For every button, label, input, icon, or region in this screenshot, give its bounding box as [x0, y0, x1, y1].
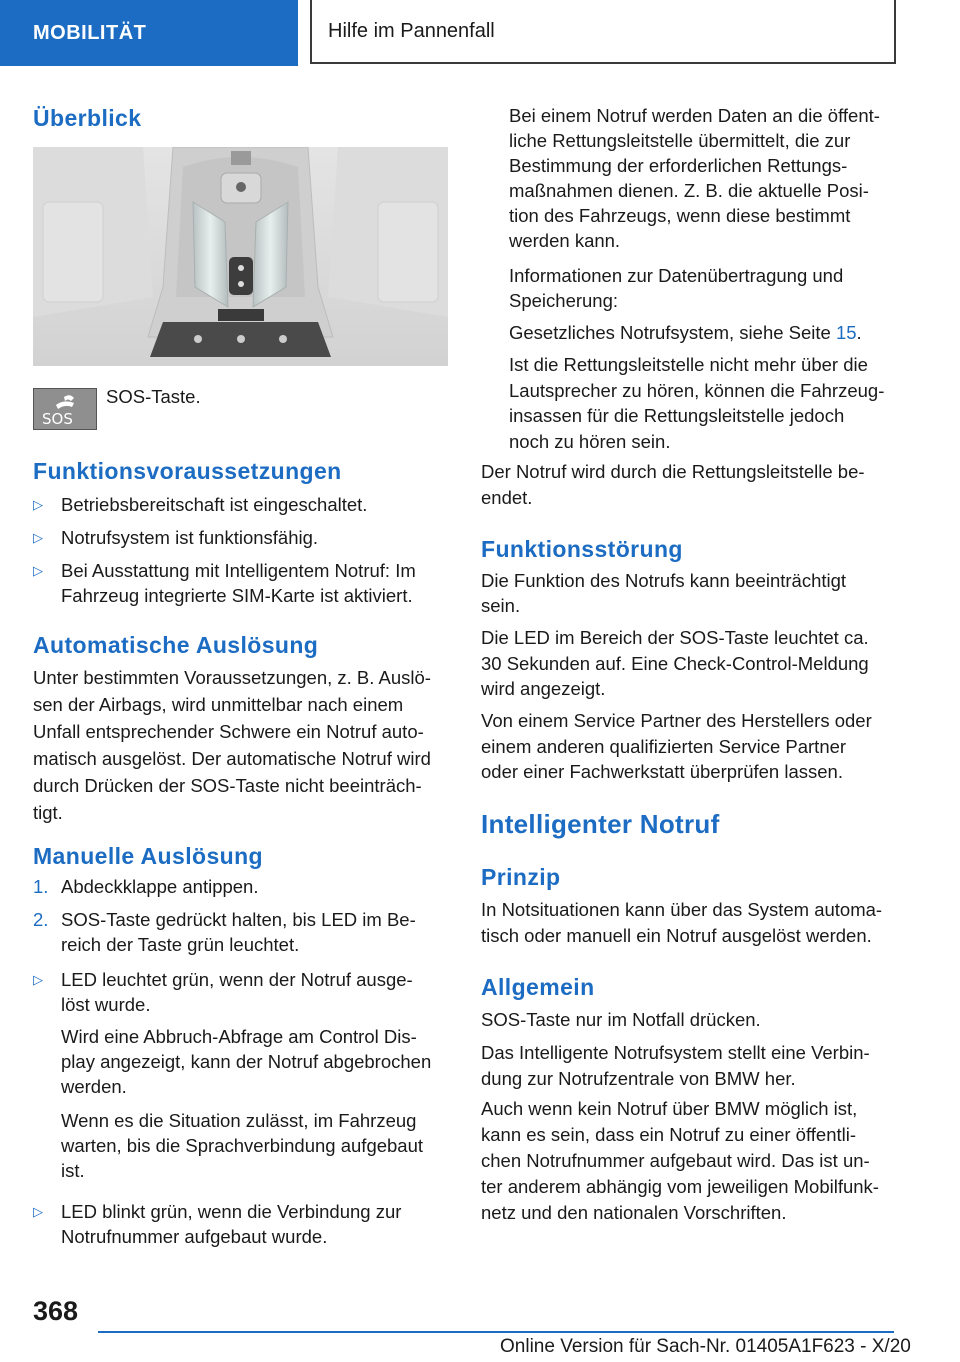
list-item: ▷ Bei Ausstattung mit Intelligentem Notruf: Im Fahrzeug integrierte SIM-Karte ist aktiviert. — [33, 560, 416, 606]
prereq-heading: Funktionsvoraussetzungen — [33, 458, 342, 484]
principle-heading: Prinzip — [481, 864, 561, 890]
roof-console-photo — [33, 147, 448, 366]
section-tab — [0, 0, 298, 66]
auto-paragraph: Unter bestimmten Voraussetzungen, z. B. Auslö- sen der Airbags, wird unmittelbar nach einem Unfall entsprechender Schwere ein Notruf auto- matisch ausgelöst. Der automatische Notruf wird durch Drücken der SOS-Taste nicht beeinträch- tigt. — [33, 667, 431, 823]
list-item: 1. Abdeckklappe antippen. — [33, 876, 259, 897]
triangle-bullet-icon: ▷ — [33, 1204, 43, 1219]
triangle-bullet-icon: ▷ — [33, 563, 43, 578]
manual-steps — [33, 874, 453, 1259]
list-item: ▷ LED blinkt grün, wenn die Verbindung zur Notrufnummer aufgebaut wurde. — [33, 1201, 402, 1247]
chapter-title: Hilfe im Pannenfall — [328, 19, 495, 42]
principle-paragraph: In Notsituationen kann über das System automa- tisch oder manuell ein Notruf ausgelöst werden. — [481, 899, 883, 946]
service-paragraph: Von einem Service Partner des Herstellers oder einem anderen qualifizierten Service Partner oder einer Fachwerkstatt überprüfen lassen. — [481, 710, 872, 782]
led-paragraph: Die LED im Bereich der SOS-Taste leuchtet ca. 30 Sekunden auf. Eine Check-Control-Meldung wird angezeigt. — [481, 627, 869, 699]
triangle-bullet-icon: ▷ — [33, 972, 43, 987]
list-item: ▷ Notrufsystem ist funktionsfähig. — [33, 525, 453, 558]
footer-version: Online Version für Sach-Nr. 01405A1F623 - X/20 — [500, 1336, 911, 1357]
ref-paragraph: Gesetzliches Notrufsystem, siehe Seite 15. — [509, 322, 862, 343]
general-heading: Allgemein — [481, 974, 595, 1000]
intel-heading: Intelligenter Notruf — [481, 809, 720, 839]
roof-console-illustration — [33, 147, 448, 366]
page-ref-link[interactable]: 15 — [835, 322, 857, 343]
manual-heading: Manuelle Auslösung — [33, 843, 263, 869]
list-item: Wird eine Abbruch-Abfrage am Control Dis- play angezeigt, kann der Notruf abgebrochen werden. — [61, 1026, 432, 1097]
list-item: ▷ LED leuchtet grün, wenn der Notruf ausge- löst wurde. — [33, 969, 413, 1015]
section-title: MOBILITÄT — [33, 21, 147, 44]
sos-icon-text: SOS — [42, 410, 73, 428]
data-paragraph: Bei einem Notruf werden Daten an die öffent- liche Rettungsleitstelle übermittelt, die zur Bestimmung der erforderlichen Rettungs- maßnahmen dienen. Z. B. die aktuelle Posi- tion des Fahrzeugs, wenn diese bestimmt werden kann. — [509, 105, 880, 251]
connection-paragraph: Das Intelligente Notrufsystem stellt eine Verbin- dung zur Notrufzentrale von BMW her. — [481, 1042, 870, 1089]
public-paragraph: Auch wenn kein Notruf über BMW möglich ist, kann es sein, dass ein Notruf zu einer öffentli- chen Notrufnummer aufgebaut wird. Das ist un- ter anderem abhängig vom jeweiligen Mobilfunk- netz und den nationalen Vorschriften. — [481, 1098, 879, 1223]
chapter-tab — [310, 0, 896, 64]
triangle-bullet-icon: ▷ — [33, 497, 43, 512]
fault-heading: Funktionsstörung — [481, 536, 683, 562]
footer-divider — [98, 1331, 894, 1333]
list-item: ▷ Betriebsbereitschaft ist eingeschaltet. — [33, 492, 453, 525]
page-number: 368 — [33, 1296, 79, 1326]
list-item: 2. SOS-Taste gedrückt halten, bis LED im Be- reich der Taste grün leuchtet. — [33, 909, 416, 955]
prereq-list — [33, 492, 453, 618]
general-paragraph: SOS-Taste nur im Notfall drücken. — [481, 1009, 761, 1030]
end-paragraph: Der Notruf wird durch die Rettungsleitstelle be- endet. — [481, 461, 865, 508]
sos-caption: SOS-Taste. — [106, 386, 201, 407]
auto-heading: Automatische Auslösung — [33, 632, 319, 658]
info-paragraph: Informationen zur Datenübertragung und Speicherung: — [509, 265, 844, 311]
overview-heading: Überblick — [33, 105, 142, 131]
fault-paragraph: Die Funktion des Notrufs kann beeinträchtigt sein. — [481, 570, 847, 616]
triangle-bullet-icon: ▷ — [33, 530, 43, 545]
list-item: Wenn es die Situation zulässt, im Fahrzeug warten, bis die Sprachverbindung aufgebaut ist. — [61, 1110, 424, 1181]
sos-button-icon — [33, 388, 97, 430]
speaker-paragraph: Ist die Rettungsleitstelle nicht mehr über die Lautsprecher zu hören, können die Fahrzeug- insassen für die Rettungsleitstelle jedoch noch zu hören sein. — [509, 354, 885, 452]
